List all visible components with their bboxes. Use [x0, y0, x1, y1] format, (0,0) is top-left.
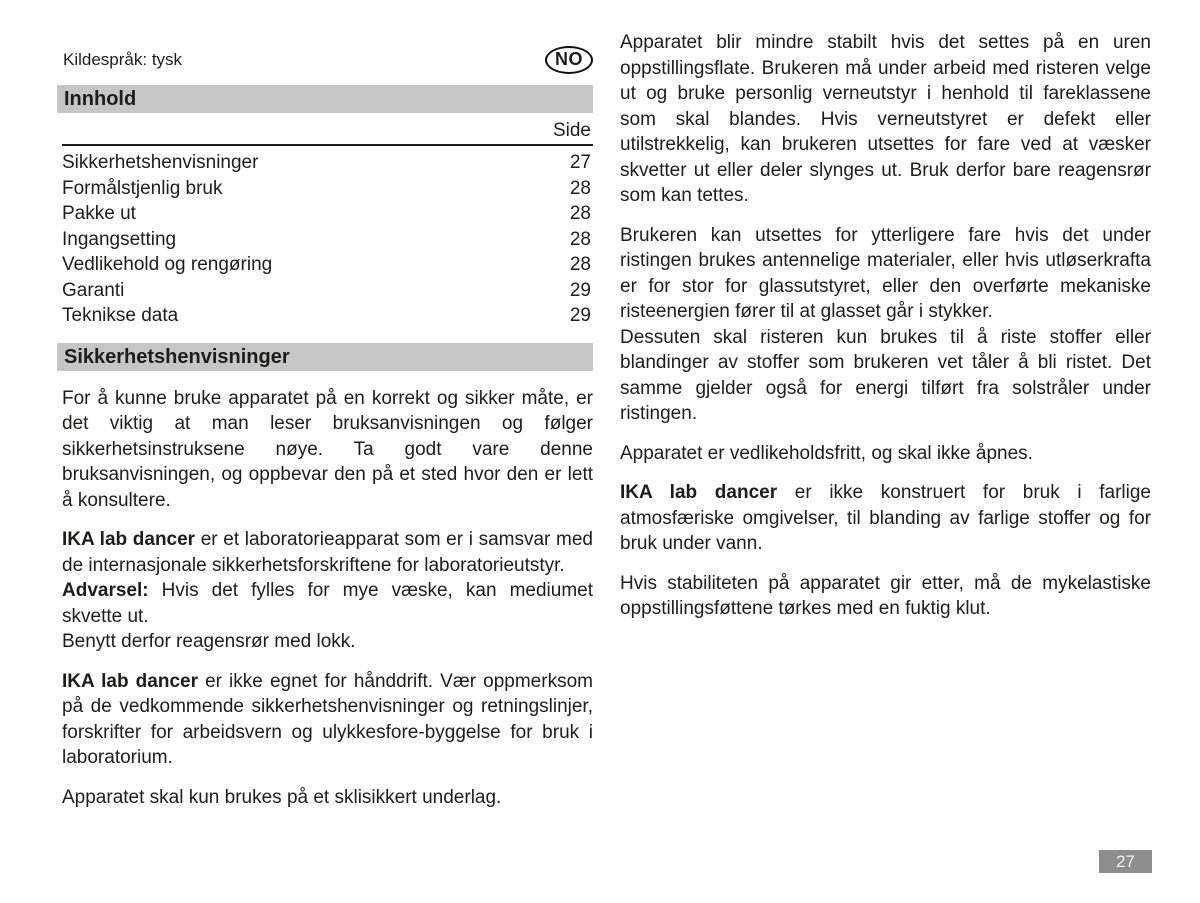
- toc-item-label: Sikkerhetshenvisninger: [62, 152, 259, 173]
- toc-rows: [62, 146, 593, 329]
- toc-item-label: Formålstjenlig bruk: [62, 177, 223, 199]
- paragraph: Brukeren kan utsettes for ytterligere fare hvis det under ristingen brukes antennelige materialer, eller hvis utløserkrafta er for stor for glassutstyret, eller den overførte mekaniske risteenergien fører til at glasset går i stykker.: [620, 224, 1151, 322]
- left-column: [57, 44, 593, 810]
- toc-item-page: 28: [569, 177, 591, 199]
- product-name: IKA lab dancer: [62, 670, 198, 692]
- toc-row: [62, 227, 593, 253]
- toc-row: [62, 252, 593, 278]
- paragraph: [62, 669, 593, 771]
- paragraph: For å kunne bruke apparatet på en korrekt og sikker måte, er det viktig at man leser bruksanvisningen og følger sikkerhetsinstruksene nøye. Ta godt vare denne bruksanvisningen, og oppbevar den på et sted hvor den er lett å konsultere.: [62, 387, 593, 511]
- paragraph: Apparatet er vedlikeholdsfritt, og skal ikke åpnes.: [620, 442, 1033, 464]
- toc-item-label: Vedlikehold og rengøring: [62, 254, 273, 275]
- page-number: 27: [1099, 850, 1152, 873]
- product-name: IKA lab dancer: [62, 529, 196, 550]
- toc-item-page: 29: [569, 305, 591, 326]
- toc-heading: Innhold: [57, 85, 593, 113]
- toc-item-page: 27: [569, 152, 591, 173]
- table-of-contents: [62, 113, 593, 329]
- toc-item-page: 28: [569, 254, 591, 275]
- paragraph: Apparatet blir mindre stabilt hvis det settes på en uren oppstillingsflate. Brukeren må under arbeid med risteren velge ut og bruke personlig verneutstyr i henhold til fareklassene som skal blandes. Hvis verneutstyret er defekt eller utilstrekkelig, kan brukeren utsettes for fare ved at væsker skvetter ut eller deler slynges ut. Bruk derfor bare reagensrør som kan tettes.: [620, 32, 1151, 206]
- toc-column-header: Side: [62, 113, 593, 146]
- source-language-label: Kildespråk: tysk: [63, 49, 183, 69]
- toc-item-page: 29: [569, 279, 591, 301]
- page-header-row: [57, 44, 593, 75]
- paragraph: Dessuten skal risteren kun brukes til å riste stoffer eller blandinger av stoffer som brukeren vet tåler å bli ristet. Det samme gjelder også for energi tilført fra solstråler under ristingen.: [620, 326, 1151, 424]
- toc-item-label: Teknikse data: [62, 305, 179, 326]
- section-heading-safety: Sikkerhetshenvisninger: [57, 343, 593, 371]
- paragraph-text: er ikke konstruert for bruk i farlige atmosfæriske omgivelser, til blanding av farlige stoffer og for bruk under vann.: [620, 482, 1152, 554]
- paragraph: [62, 527, 593, 578]
- paragraph-text: er et laboratorieapparat som er i samsvar med de internasjonale sikkerhetsforskriftene for laboratorieutstyr.: [62, 529, 593, 576]
- language-badge: NO: [545, 46, 593, 74]
- paragraph-text: er ikke egnet for hånddrift. Vær oppmerksom på de vedkommende sikkerhetshenvisninger og retningslinjer, forskrifter for arbeidsvern og ulykkesfore-byggelse for bruk i laboratorium.: [62, 670, 593, 768]
- paragraph: Apparatet skal kun brukes på et sklisikkert underlag.: [62, 786, 502, 808]
- paragraph: [620, 480, 1151, 557]
- right-column: [620, 30, 1151, 622]
- paragraph-text: Hvis det fylles for mye væske, kan mediumet skvette ut.: [62, 580, 593, 627]
- toc-item-page: 28: [569, 203, 591, 224]
- toc-row: [62, 176, 593, 202]
- product-name: IKA lab dancer: [620, 482, 778, 503]
- paragraph: Hvis stabiliteten på apparatet gir etter, må de mykelastiske oppstillingsføttene tørkes med en fuktig klut.: [620, 572, 1151, 619]
- toc-row: [62, 303, 593, 329]
- toc-row: [62, 278, 593, 304]
- paragraph: [62, 578, 593, 629]
- toc-item-label: Ingangsetting: [62, 228, 177, 250]
- toc-item-label: Pakke ut: [62, 203, 136, 224]
- warning-label: Advarsel:: [62, 580, 149, 601]
- toc-item-label: Garanti: [62, 279, 125, 301]
- toc-row: [62, 201, 593, 227]
- paragraph: Benytt derfor reagensrør med lokk.: [62, 631, 356, 652]
- toc-row: [62, 150, 593, 176]
- toc-item-page: 28: [569, 228, 591, 250]
